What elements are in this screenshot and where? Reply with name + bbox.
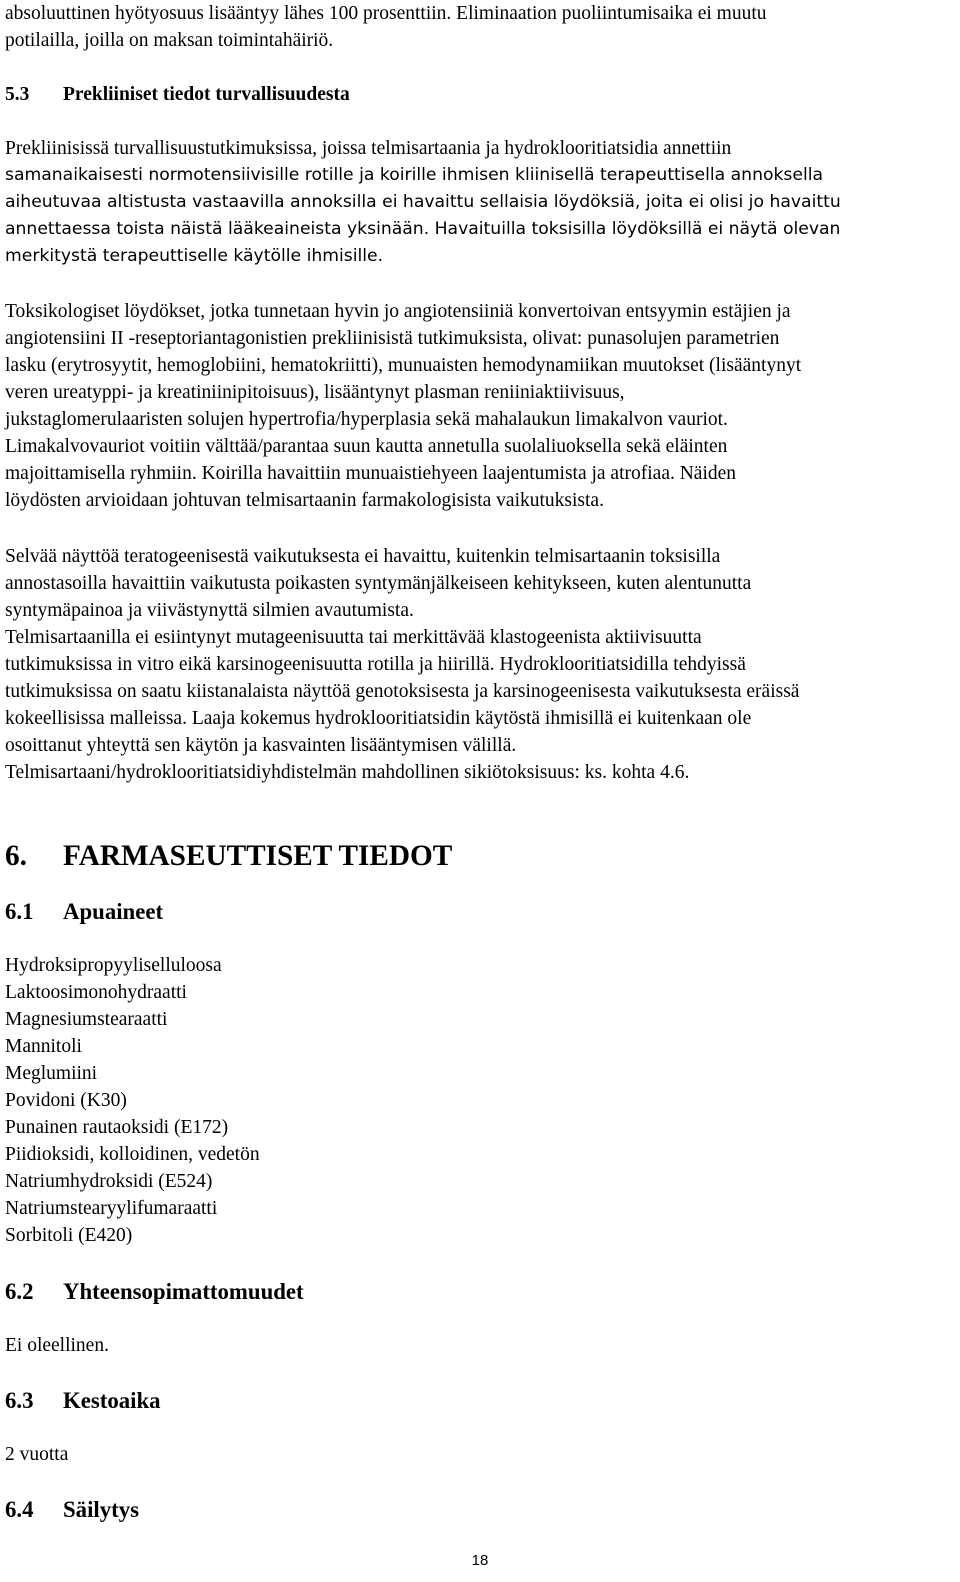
text-line: absoluuttinen hyötyosuus lisääntyy lähes 100 prosenttiin. Eliminaation puoliintumisaika ei muutu [5, 3, 767, 24]
text-line: tutkimuksissa on saatu kiistanalaista näyttöä genotoksisesta ja karsinogeenisesta vaikutuksesta eräissä [5, 681, 800, 702]
text-line: Toksikologiset löydökset, jotka tunnetaan hyvin jo angiotensiiniä konvertoivan entsyymin estäjien ja [5, 301, 791, 322]
paragraph-teratogenicity [5, 543, 799, 786]
paragraph-toxicology [5, 298, 801, 514]
section-number: 6. [5, 840, 27, 872]
text-line: potilailla, joilla on maksan toimintahäiriö. [5, 30, 334, 51]
list-item: Piidioksidi, kolloidinen, vedetön [5, 1144, 260, 1165]
text-line: löydösten arvioidaan johtuvan telmisartaanin farmakologisista vaikutuksista. [5, 490, 604, 511]
text-line: Telmisartaanilla ei esiintynyt mutageenisuutta tai merkittävää klastogeenista aktiivisuutta [5, 627, 702, 648]
text-line: kokeellisissa malleissa. Laaja kokemus hydroklooritiatsidin käytöstä ihmisillä ei kuitenkaan ole [5, 708, 752, 729]
text-line: tutkimuksissa in vitro eikä karsinogeenisuutta rotilla ja hiirillä. Hydroklooritiatsidilla tehdyissä [5, 654, 746, 675]
text-line: Telmisartaani/hydroklooritiatsidiyhdistelmän mahdollinen sikiötoksisuus: ks. kohta 4.6. [5, 762, 690, 783]
list-item: Natriumhydroksidi (E524) [5, 1171, 213, 1192]
text-line: annettaessa toista näistä lääkeaineista yksinään. Havaituilla toksisilla löydöksillä ei näytä olevan [5, 219, 841, 239]
list-item: Hydroksipropyyliselluloosa [5, 955, 222, 976]
text-line: merkitystä terapeuttiselle käytölle ihmisille. [5, 246, 384, 266]
list-item: Laktoosimonohydraatti [5, 982, 187, 1003]
list-item: Natriumstearyylifumaraatti [5, 1198, 218, 1219]
excipients-list [5, 952, 260, 1249]
paragraph-preclinical-safety [5, 135, 841, 270]
text-line: samanaikaisesti normotensiivisille rotille ja koirille ihmisen kliinisellä terapeuttisella annoksella [5, 165, 824, 185]
section-heading-5-3 [5, 81, 350, 108]
section-title: Apuaineet [63, 899, 164, 924]
list-item: Magnesiumstearaatti [5, 1009, 168, 1030]
section-title: Yhteensopimattomuudet [63, 1279, 304, 1304]
section-number: 6.2 [5, 1279, 34, 1304]
section-text-6-3: 2 vuotta [5, 1444, 69, 1465]
section-number: 5.3 [5, 84, 30, 105]
text-line: syntymäpainoa ja viivästynyttä silmien avautumista. [5, 600, 414, 621]
text-line: Selvää näyttöä teratogeenisestä vaikutuksesta ei havaittu, kuitenkin telmisartaanin toksisilla [5, 546, 721, 567]
section-heading-6-4 [5, 1496, 139, 1523]
text-line: osoittanut yhteyttä sen käytön ja kasvainten lisääntymisen välillä. [5, 735, 517, 756]
list-item: Povidoni (K30) [5, 1090, 127, 1111]
text-line: angiotensiini II -reseptoriantagonistien prekliinisistä tutkimuksista, olivat: punasolujen parametrien [5, 328, 780, 349]
text-line: aiheutuvaa altistusta vastaavilla annoksilla ei havaittu sellaisia löydöksiä, joita ei olisi jo havaittu [5, 192, 841, 212]
section-title: Säilytys [63, 1497, 140, 1522]
section-number: 6.4 [5, 1497, 34, 1522]
section-heading-6-3 [5, 1387, 161, 1414]
section-number: 6.3 [5, 1388, 34, 1413]
section-title: Kestoaika [63, 1388, 161, 1413]
text-line: Prekliinisissä turvallisuustutkimuksissa, joissa telmisartaania ja hydroklooritiatsidia annettiin [5, 138, 732, 159]
section-heading-6 [5, 840, 453, 872]
intro-paragraph [5, 0, 767, 54]
section-title: Prekliiniset tiedot turvallisuudesta [63, 84, 350, 105]
text-line: veren ureatyppi- ja kreatiniinipitoisuus), lisääntynyt plasman reniiniaktiivisuus, [5, 382, 625, 403]
section-number: 6.1 [5, 899, 34, 924]
list-item: Meglumiini [5, 1063, 98, 1084]
section-text-6-2: Ei oleellinen. [5, 1335, 109, 1356]
text-line: annostasoilla havaittiin vaikutusta poikasten syntymänjälkeiseen kehitykseen, kuten alentunutta [5, 573, 752, 594]
section-title: FARMASEUTTISET TIEDOT [63, 840, 453, 872]
list-item: Mannitoli [5, 1036, 82, 1057]
text-line: Limakalvovauriot voitiin välttää/parantaa suun kautta annetulla suolaliuoksella sekä eläinten [5, 436, 728, 457]
text-line: lasku (erytrosyytit, hemoglobiini, hematokriitti), munuaisten hemodynamiikan muutokset (lisääntynyt [5, 355, 802, 376]
section-heading-6-1 [5, 898, 163, 925]
text-line: jukstaglomerulaaristen solujen hypertrofia/hyperplasia sekä mahalaukun limakalvon vauriot. [5, 409, 728, 430]
list-item: Sorbitoli (E420) [5, 1225, 133, 1246]
page-number: 18 [471, 1552, 489, 1569]
text-line: majoittamisella ryhmiin. Koirilla havaittiin munuaistiehyeen laajentumista ja atrofiaa. Näiden [5, 463, 737, 484]
list-item: Punainen rautaoksidi (E172) [5, 1117, 229, 1138]
section-heading-6-2 [5, 1278, 304, 1305]
